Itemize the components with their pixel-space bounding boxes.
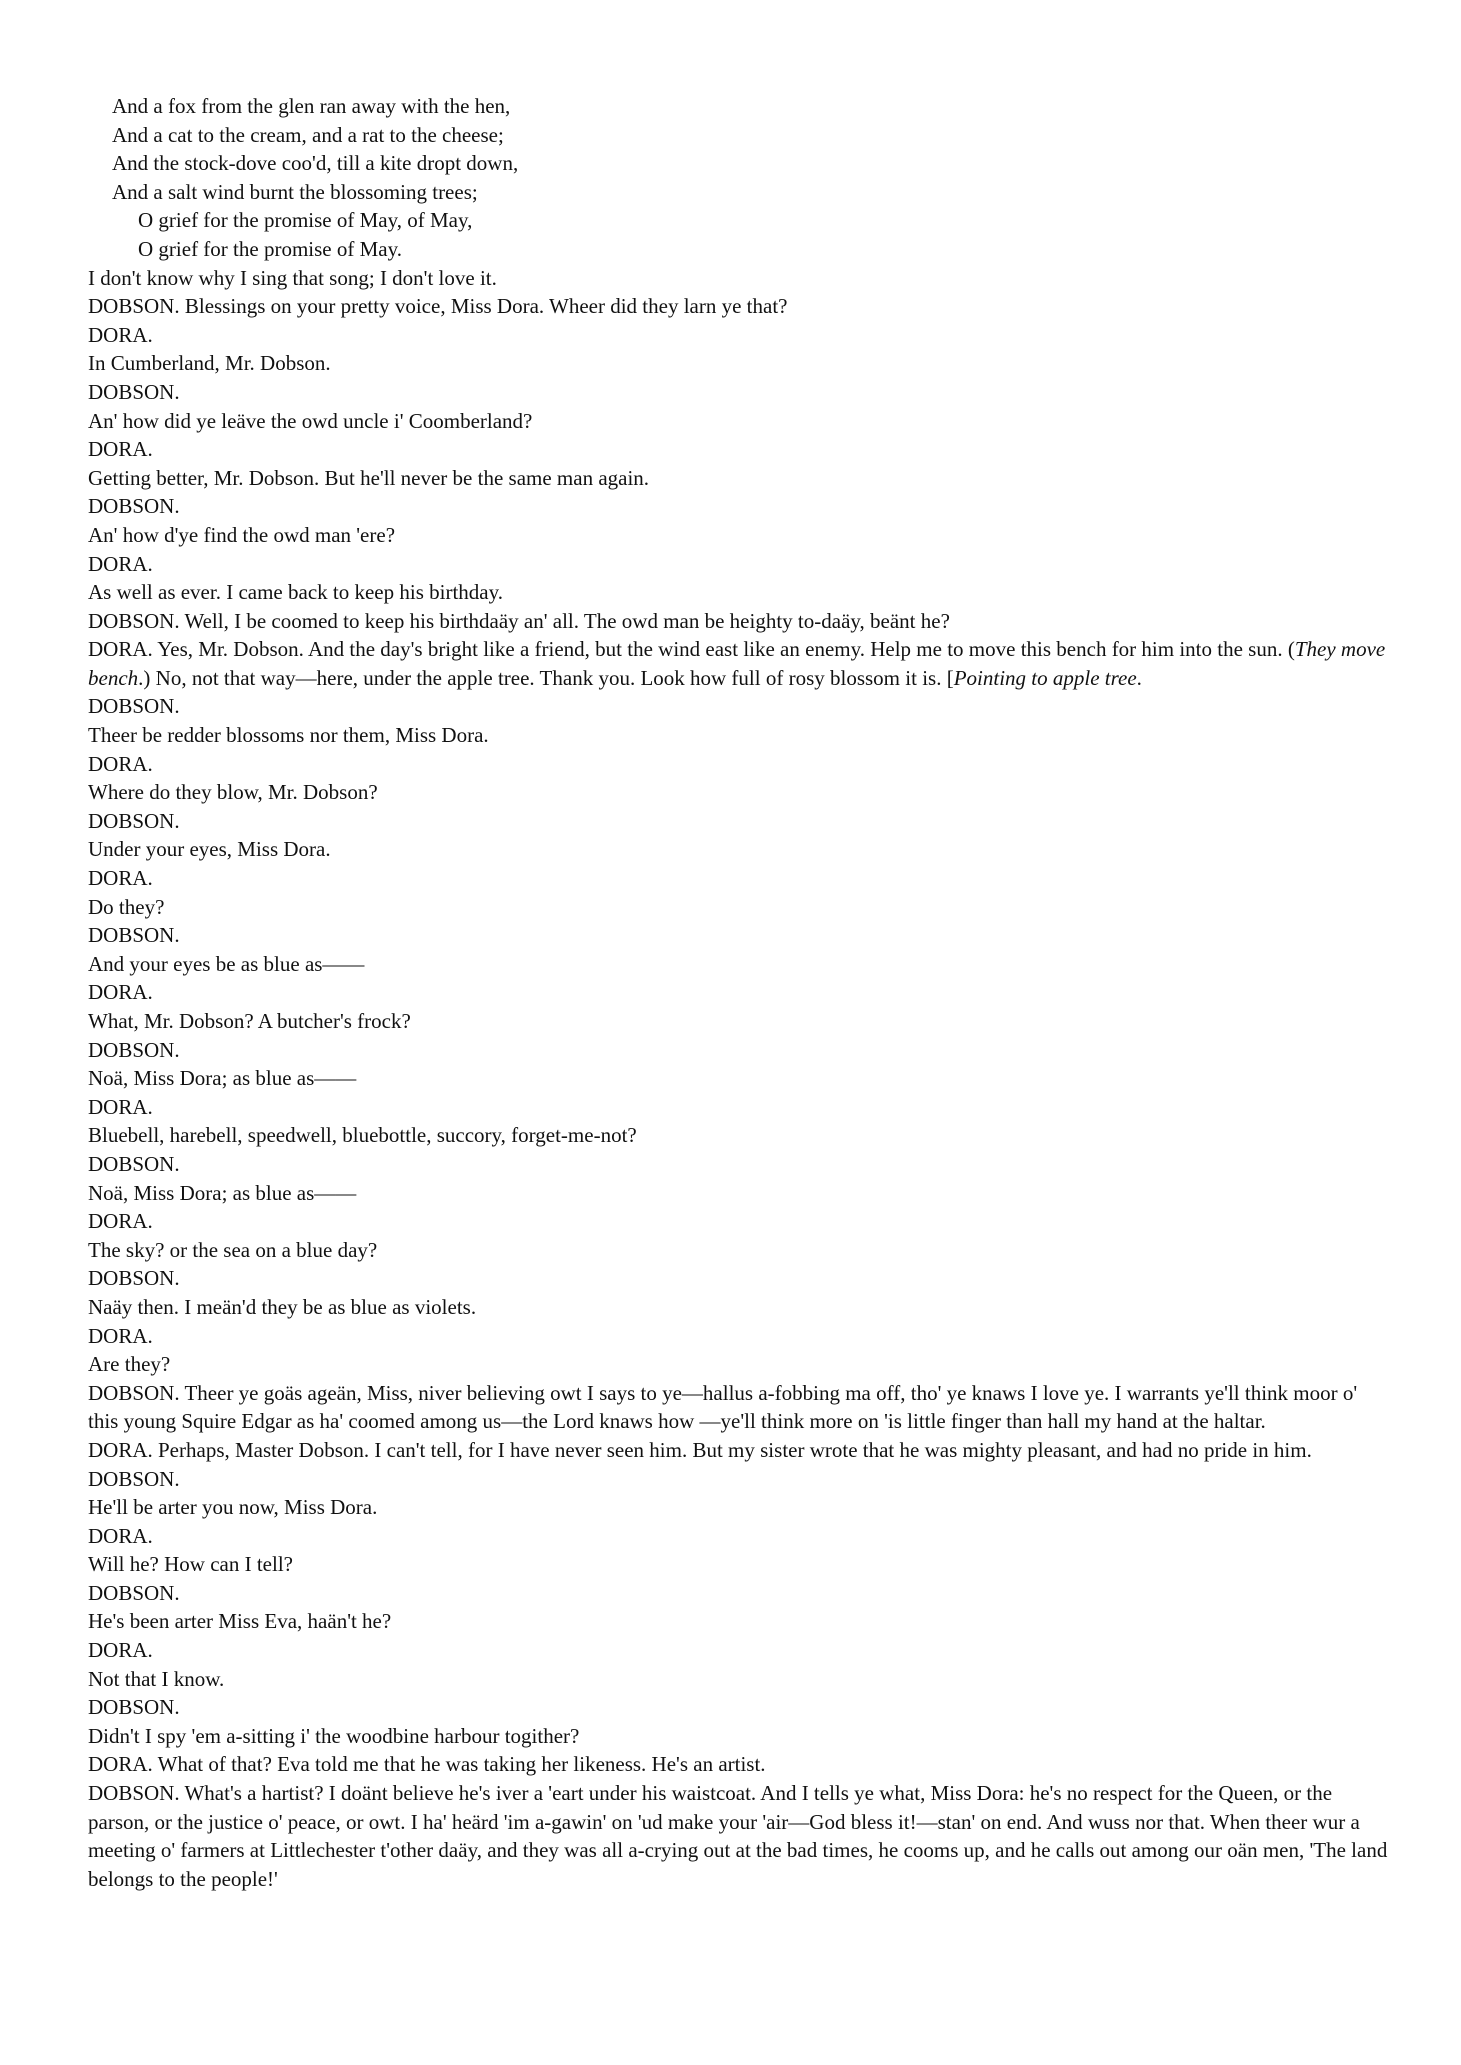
stage-direction-pointing: Pointing to apple tree [953,665,1137,690]
speaker-name: DORA. [88,751,153,776]
dialogue-line: Are they? [88,1352,171,1377]
stage-direction-move-bench: They move bench [88,637,1386,690]
dora-bench-part3: . [1136,665,1142,690]
speaker-name: DORA. [88,980,153,1005]
dialogue-line: Bluebell, harebell, speedwell, bluebottle, succory, forget-me-not? [88,1123,637,1148]
dialogue-line: DOBSON. Theer ye goäs ageän, Miss, niver believing owt I says to ye—hallus a-fobbing ma off, tho' ye knaws I love ye. I warrants ye'll think moor o' this young Squire Edgar as ha' coomed among us—the Lord knaws how —ye'll think more on 'is little finger than hall my hand at the haltar. [88,1380,1358,1434]
dialogue-line: DOBSON. Blessings on your pretty voice, Miss Dora. Wheer did they larn ye that? [88,294,788,319]
dialogue-line: An' how did ye leäve the owd uncle i' Coomberland? [88,408,533,433]
dialogue-line: Theer be redder blossoms nor them, Miss Dora. [88,723,489,748]
dialogue-line: He'll be arter you now, Miss Dora. [88,1495,378,1520]
speaker-name: DOBSON. [88,808,180,833]
dialogue-line: DORA. What of that? Eva told me that he was taking her likeness. He's an artist. [88,1752,766,1777]
speaker-name: DORA. [88,1209,153,1234]
speaker-name: DOBSON. [88,379,180,404]
dialogue-line: Getting better, Mr. Dobson. But he'll never be the same man again. [88,465,650,490]
dialogue-line: Under your eyes, Miss Dora. [88,837,331,862]
dialogue-line: Naäy then. I meän'd they be as blue as violets. [88,1294,477,1319]
speaker-name: DOBSON. [88,923,180,948]
text-block-1 [88,92,1388,635]
verse-line: And a salt wind burnt the blossoming trees; [112,179,478,204]
dialogue-line: The sky? or the sea on a blue day? [88,1237,378,1262]
speaker-name: DORA. [88,551,153,576]
dialogue-line: Noä, Miss Dora; as blue as—— [88,1180,357,1205]
dialogue-line: Do they? [88,894,165,919]
dialogue-line: What, Mr. Dobson? A butcher's frock? [88,1009,411,1033]
speaker-name: DORA. [88,1323,153,1348]
dialogue-line: Noä, Miss Dora; as blue as—— [88,1066,357,1091]
speaker-name: DORA. [88,1523,153,1548]
verse-line: And a fox from the glen ran away with the hen, [112,94,511,118]
speaker-name: DORA. [88,1638,153,1663]
dora-bench-part1: DORA. Yes, Mr. Dobson. And the day's bright like a friend, but the wind east like an enemy. Help me to move this bench for him into the sun. ( [88,637,1295,662]
dialogue-line: Didn't I spy 'em a-sitting i' the woodbine harbour togither? [88,1723,580,1748]
dora-bench-paragraph [88,635,1388,692]
verse-line: O grief for the promise of May, of May, [138,208,473,233]
dialogue-line: And your eyes be as blue as—— [88,951,365,976]
dialogue-line: In Cumberland, Mr. Dobson. [88,351,331,376]
dialogue-line: Not that I know. [88,1666,225,1691]
speaker-name: DOBSON. [88,494,180,519]
speaker-name: DOBSON. [88,1466,180,1491]
dialogue-line: I don't know why I sing that song; I don't love it. [88,265,497,290]
dialogue-line: DOBSON. What's a hartist? I doänt believe he's iver a 'eart under his waistcoat. And I tells ye what, Miss Dora: he's no respect for the Queen, or the parson, or the justice o' peace, or owt. I ha' heärd 'im a-gawin' on 'ud make your 'air—God bless it!—stan' on end. And wuss nor that. When theer wur a meeting o' farmers at Littlechester t'other daäy, and they was all a-crying out at the bad times, he cooms up, and he calls out among our oän men, 'The land belongs to the people!' [88,1781,1388,1891]
dialogue-line: DOBSON. Well, I be coomed to keep his birthdaäy an' all. The owd man be heighty to-daäy, beänt he? [88,608,950,633]
dialogue-line: Where do they blow, Mr. Dobson? [88,780,378,805]
speaker-name: DOBSON. [88,1266,180,1291]
speaker-name: DORA. [88,1094,153,1119]
speaker-name: DOBSON. [88,1037,180,1062]
dialogue-line: As well as ever. I came back to keep his birthday. [88,580,503,605]
speaker-name: DOBSON. [88,1151,180,1176]
document-page [88,92,1388,1893]
speaker-name: DORA. [88,322,153,347]
speaker-name: DOBSON. [88,1580,180,1605]
dialogue-line: Will he? How can I tell? [88,1552,293,1577]
dora-bench-part2: .) No, not that way—here, under the apple tree. Thank you. Look how full of rosy blossom it is. [ [138,665,954,690]
verse-line: O grief for the promise of May. [138,236,402,261]
speaker-name: DORA. [88,437,153,462]
speaker-name: DOBSON. [88,1695,180,1720]
dialogue-line: An' how d'ye find the owd man 'ere? [88,522,396,547]
speaker-name: DORA. [88,866,153,891]
dialogue-line: He's been arter Miss Eva, haän't he? [88,1609,392,1634]
speaker-name: DOBSON. [88,694,180,719]
text-block-2 [88,692,1388,1893]
dialogue-line: DORA. Perhaps, Master Dobson. I can't tell, for I have never seen him. But my sister wrote that he was mighty pleasant, and had no pride in him. [88,1437,1312,1462]
verse-line: And the stock-dove coo'd, till a kite dropt down, [112,151,519,176]
verse-line: And a cat to the cream, and a rat to the cheese; [112,122,504,147]
